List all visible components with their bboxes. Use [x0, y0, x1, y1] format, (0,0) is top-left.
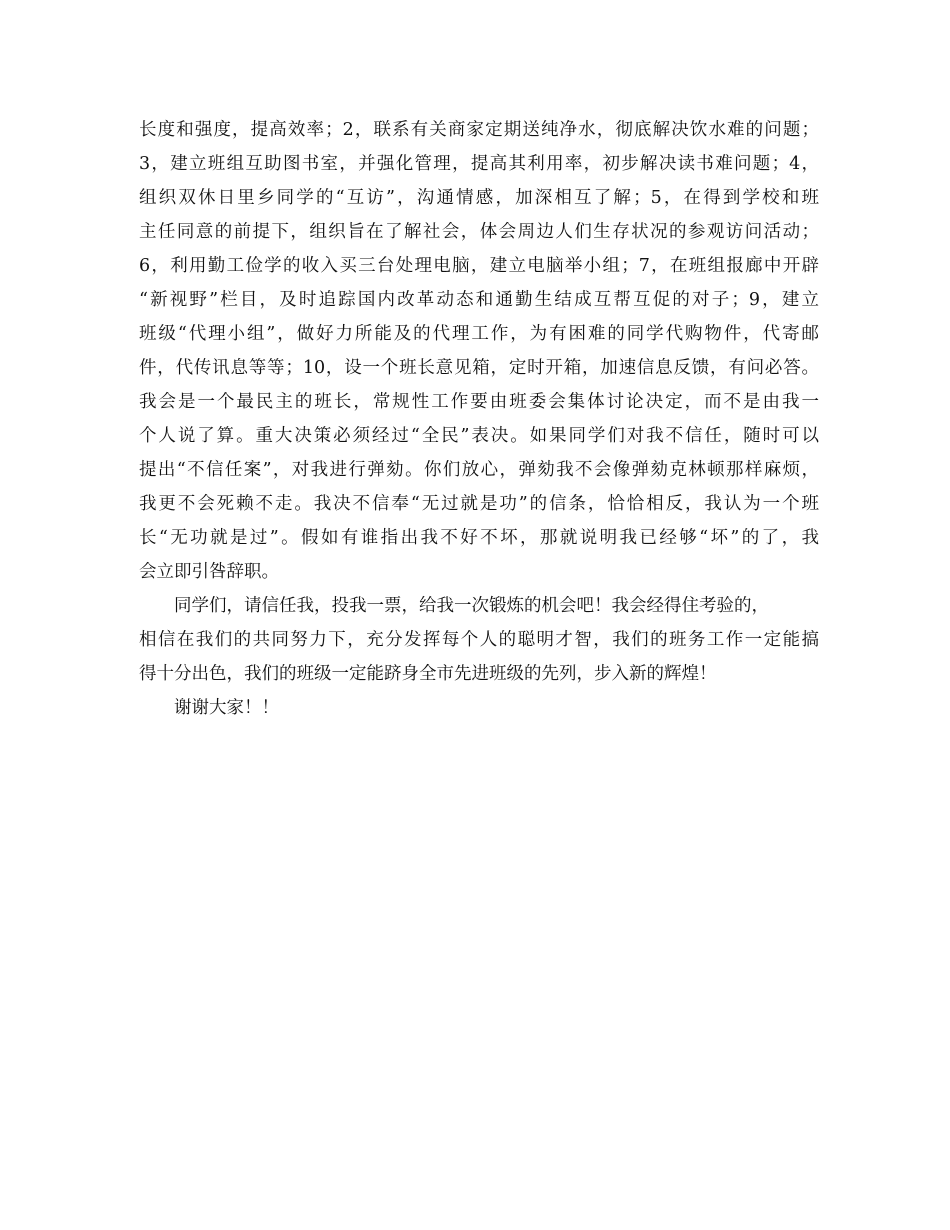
text-line: 相信在我们的共同努力下，充分发挥每个人的聪明才智，我们的班务工作一定能搞: [139, 630, 819, 650]
text-line: 3，建立班组互助图书室，并强化管理，提高其利用率，初步解决读书难问题；4，: [139, 154, 819, 174]
closing-line: 谢谢大家！！: [174, 698, 279, 718]
text-line: 长度和强度，提高效率；2，联系有关商家定期送纯净水，彻底解决饮水难的问题；: [139, 120, 819, 140]
document-body: [139, 113, 819, 725]
text-line: 6，利用勤工俭学的收入买三台处理电脑，建立电脑举小组；7，在班组报廊中开辟: [139, 256, 819, 276]
text-line: 组织双休日里乡同学的“互访”，沟通情感，加深相互了解；5，在得到学校和班: [139, 188, 819, 208]
text-line: 会立即引咎辞职。: [139, 562, 279, 582]
paragraph-start-line: 同学们，请信任我，投我一票，给我一次锻炼的机会吧！我会经得住考验的，: [174, 596, 769, 616]
text-line: 得十分出色，我们的班级一定能跻身全市先进班级的先列，步入新的辉煌！: [139, 664, 717, 684]
text-line: 长“无功就是过”。假如有谁指出我不好不坏，那就说明我已经够“坏”的了，我: [139, 528, 819, 548]
text-line: “新视野”栏目，及时追踪国内改革动态和通勤生结成互帮互促的对子；9，建立: [139, 290, 819, 310]
text-line: 主任同意的前提下，组织旨在了解社会，体会周边人们生存状况的参观访问活动；: [139, 222, 819, 242]
text-line: 我会是一个最民主的班长，常规性工作要由班委会集体讨论决定，而不是由我一: [139, 392, 819, 412]
text-line: 件，代传讯息等等；10，设一个班长意见箱，定时开箱，加速信息反馈，有问必答。: [139, 358, 819, 378]
text-line: 班级“代理小组”，做好力所能及的代理工作，为有困难的同学代购物件，代寄邮: [139, 324, 819, 344]
text-line: 个人说了算。重大决策必须经过“全民”表决。如果同学们对我不信任，随时可以: [139, 426, 819, 446]
text-line: 提出“不信任案”，对我进行弹劾。你们放心，弹劾我不会像弹劾克林顿那样麻烦，: [139, 460, 819, 480]
text-line: 我更不会死赖不走。我决不信奉“无过就是功”的信条，恰恰相反，我认为一个班: [139, 494, 819, 514]
